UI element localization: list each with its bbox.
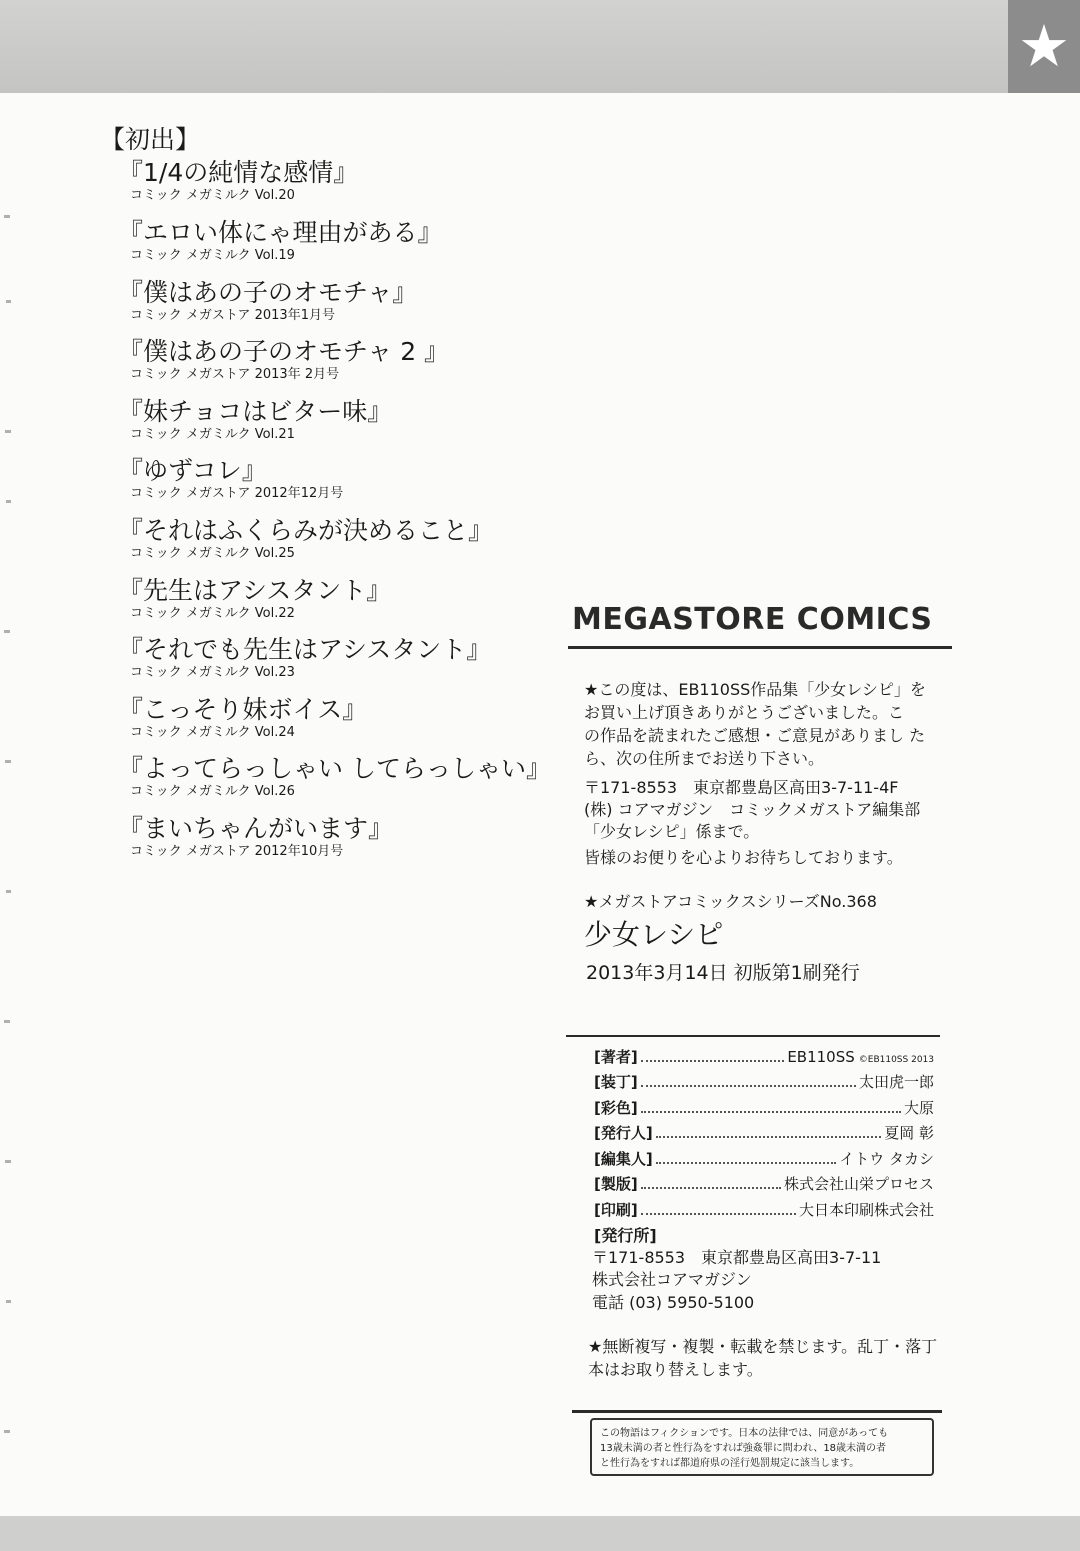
mail-line: 〒171-8553 東京都豊島区高田3-7-11-4F [584, 778, 899, 797]
series-number: ★メガストアコミックスシリーズNo.368 [584, 892, 877, 911]
dot-leader [641, 1111, 901, 1113]
top-band [0, 0, 1008, 93]
credit-value: 夏岡 彰 [884, 1124, 934, 1142]
credit-value: 株式会社山栄プロセス [783, 1175, 934, 1193]
origin-item [118, 158, 358, 204]
origin-source: コミック メガストア 2013年1月号 [130, 308, 335, 323]
mail-line: 「少女レシピ」係まで。 [584, 822, 760, 841]
dot-leader [656, 1136, 882, 1138]
credit-row [594, 1071, 934, 1095]
origin-source: コミック メガストア 2012年10月号 [130, 844, 344, 859]
notice-line: この物語はフィクションです。日本の法律では、同意があっても [600, 1428, 889, 1439]
origin-title: 『1/4の純情な感情』 [118, 158, 359, 187]
origin-item [118, 635, 491, 681]
notice-line: と性行為をすれば都道府県の淫行処罰規定に該当します。 [600, 1458, 860, 1469]
prohibition-line: ★無断複写・複製・転載を禁じます。乱丁・落丁 [588, 1337, 938, 1356]
origin-title: 『ゆずコレ』 [118, 456, 267, 485]
dot-leader [641, 1187, 781, 1189]
origin-source: コミック メガミルク Vol.21 [130, 427, 295, 442]
origin-source: コミック メガミルク Vol.19 [130, 248, 295, 263]
origin-item [118, 695, 367, 741]
mail-line: 皆様のお便りを心よりお待ちしております。 [584, 848, 903, 867]
origin-title: 『エロい体にゃ理由がある』 [118, 218, 443, 247]
book-title: 少女レシピ [584, 918, 724, 951]
credit-value: EB110SS [787, 1048, 855, 1066]
credit-row [594, 1097, 934, 1121]
credit-label: [発行人] [594, 1124, 653, 1142]
notice-line: 13歳未満の者と性行為をすれば強姦罪に問われ、18歳未満の者 [600, 1443, 887, 1454]
origin-title: 『まいちゃんがいます』 [118, 814, 394, 843]
dot-leader [656, 1162, 837, 1164]
origin-source: コミック メガミルク Vol.25 [130, 546, 295, 561]
origin-source: コミック メガストア 2012年12月号 [130, 486, 344, 501]
credit-value: 大日本印刷株式会社 [798, 1201, 934, 1219]
margin-marks [0, 200, 16, 1500]
origin-item [118, 456, 343, 502]
logo-underline [568, 646, 952, 649]
credit-row [594, 1173, 934, 1197]
credit-label: [印刷] [594, 1201, 638, 1219]
notice-top-rule [572, 1410, 942, 1413]
credit-row [594, 1148, 934, 1172]
publisher-label: [発行所] [594, 1226, 657, 1245]
origin-title: 『それでも先生はアシスタント』 [118, 635, 492, 664]
credit-value: 太田虎一郎 [858, 1073, 934, 1091]
origin-item [118, 337, 449, 383]
thanks-line: お買い上げ頂きありがとうございました。こ [584, 703, 905, 722]
origin-title: 『僕はあの子のオモチャ』 [118, 278, 418, 307]
prohibition-line: 本はお取り替えします。 [588, 1360, 763, 1379]
thanks-line: ら、次の住所までお送り下さい。 [584, 749, 825, 768]
star-icon: ★ [1018, 12, 1070, 80]
origin-source: コミック メガミルク Vol.22 [130, 606, 295, 621]
publisher-phone: 電話 (03) 5950-5100 [592, 1293, 755, 1312]
credit-label: [著者] [594, 1048, 638, 1066]
credit-label: [編集人] [594, 1150, 653, 1168]
dot-leader [641, 1085, 856, 1087]
origins-header: 【初出】 [100, 125, 201, 154]
publisher-address: 〒171-8553 東京都豊島区高田3-7-11 [592, 1248, 882, 1267]
copyright-mark: ©EB110SS 2013 [858, 1055, 934, 1065]
credit-row [594, 1122, 934, 1146]
credit-label: [製版] [594, 1175, 638, 1193]
origin-source: コミック メガミルク Vol.23 [130, 665, 295, 680]
origin-source: コミック メガミルク Vol.20 [130, 188, 295, 203]
credit-label: [彩色] [594, 1099, 638, 1117]
credit-value: 大原 [903, 1099, 934, 1117]
legal-notice-box [590, 1418, 934, 1476]
series-logo: MEGASTORE COMICS [572, 602, 933, 637]
origin-item [118, 218, 443, 264]
origin-item [118, 576, 391, 622]
origin-source: コミック メガミルク Vol.24 [130, 725, 295, 740]
origin-title: 『先生はアシスタント』 [118, 576, 392, 605]
thanks-line: の作品を読まれたご感想・ご意見がありまし た [584, 726, 926, 745]
origin-item [118, 516, 493, 562]
bottom-band [0, 1516, 1080, 1551]
origin-title: 『よってらっしゃい してらっしゃい』 [118, 754, 551, 783]
origin-title: 『妹チョコはビター味』 [118, 397, 393, 426]
origin-title: 『僕はあの子のオモチャ 2 』 [118, 337, 450, 366]
mail-line: (株) コアマガジン コミックメガストア編集部 [584, 800, 921, 819]
release-date: 2013年3月14日 初版第1刷発行 [586, 962, 860, 984]
origin-source: コミック メガストア 2013年 2月号 [130, 367, 340, 382]
corner-star-box [1008, 0, 1080, 93]
publisher-name: 株式会社コアマガジン [592, 1270, 752, 1289]
credits-top-rule [566, 1035, 940, 1037]
origin-item [118, 397, 392, 443]
credit-label: [装丁] [594, 1073, 638, 1091]
origin-source: コミック メガミルク Vol.26 [130, 784, 295, 799]
dot-leader [641, 1060, 785, 1062]
origin-title: 『こっそり妹ボイス』 [118, 695, 368, 724]
credit-value: イトウ タカシ [839, 1150, 934, 1168]
dot-leader [641, 1213, 796, 1215]
origin-title: 『それはふくらみが決めること』 [118, 516, 494, 545]
credit-row [594, 1199, 934, 1223]
thanks-line: ★この度は、EB110SS作品集「少女レシピ」を [584, 680, 926, 699]
origin-item [118, 278, 417, 324]
origin-item [118, 814, 393, 860]
origin-item [118, 754, 551, 800]
credit-row [594, 1046, 934, 1070]
